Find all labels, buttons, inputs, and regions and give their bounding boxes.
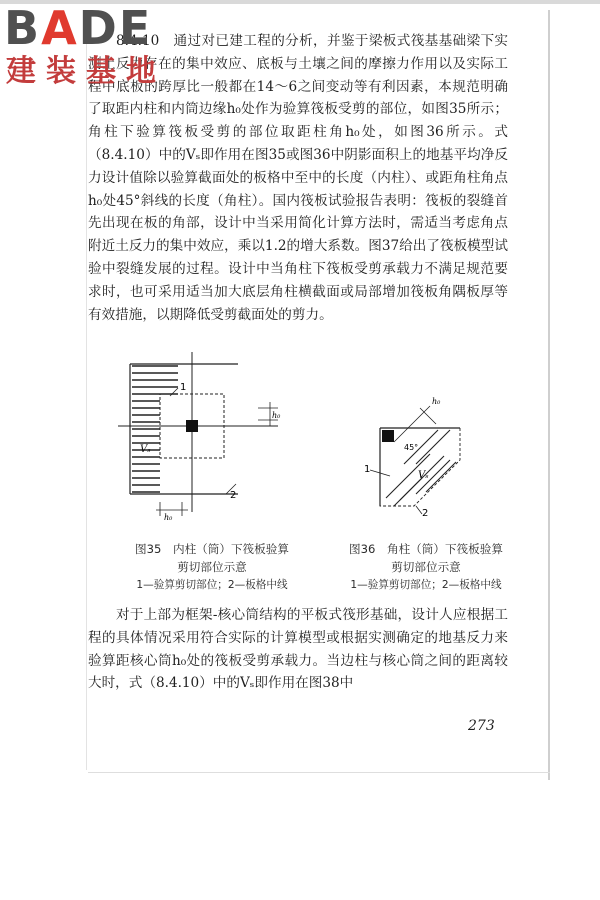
fig35-hatched-strip (132, 366, 160, 492)
fig35-column (186, 420, 198, 432)
page-right-edge (548, 10, 550, 780)
logo-sub-text: 建装基地 (6, 54, 166, 89)
fig36-label-2: 2 (422, 508, 429, 518)
fig35-label-h0-right: h₀ (272, 411, 281, 420)
page-left-edge (86, 10, 87, 770)
figure-35-diagram (118, 352, 288, 524)
fig35-label-1: 1 (180, 382, 187, 393)
page-bottom-edge (88, 772, 550, 773)
figure-35-legend: 1—验算剪切部位；2—板格中线 (136, 579, 288, 591)
figure-36-caption-line2: 剪切部位示意 (391, 560, 461, 574)
fig36-hatching (386, 430, 456, 506)
logo-main-text: BADE (4, 1, 153, 55)
figure-36-caption-line1: 图36 角柱（筒）下筏板验算 (349, 542, 503, 556)
paragraph-core-tube: 对于上部为框架-核心筒结构的平板式筏形基础，设计人应根据工程的具体情况采用符合实际的计算模型或根据实测确定的地基反力来验算距核心筒h₀处的筏板受剪承载力。当边柱与核心筒之间的距离较大时，式（8.4.10）中的Vₛ即作用在图38中 (88, 607, 508, 692)
fig36-label-vs: Vₛ (418, 470, 429, 481)
figure-35-caption (112, 540, 312, 594)
paragraph-8-4-10: 8.4.10 通过对已建工程的分析，并鉴于梁板式筏基基础梁下实测土反力存在的集中效应、底板与土壤之间的摩擦力作用以及实际工程中底板的跨厚比一般都在14～6之间变动等有利因素，本规范明确了取距内柱和内筒边缘h₀处作为验算筏板受剪的部位，如图35所示；角柱下验算筏板受剪的部位取距柱角h₀处，如图36所示。式（8.4.10）中的Vₛ即作用在图35或图36中阴影面积上的地基平均净反力设计值除以验算截面处的板格中至中的长度（内柱）、或距角柱角点h₀处45°斜线的长度（角柱）。国内筏板试验报告表明：筏板的裂缝首先出现在板的角部，设计中当采用简化计算方法时，需适当考虑角点附近土反力的集中效应，乘以1.2的增大系数。图37给出了筏板模型试验中裂缝发展的过程。设计中当角柱下筏板受剪承载力不满足规范要求时，也可采用适当加大底层角柱横截面或局部增加筏板角隅板厚等有效措施，以期降低受剪截面处的剪力。 (88, 33, 508, 323)
figure-36-caption (326, 540, 526, 594)
page-number: 273 (468, 718, 495, 734)
figure-36-legend: 1—验算剪切部位；2—板格中线 (350, 579, 502, 591)
bade-logo (4, 1, 174, 96)
fig36-label-1: 1 (364, 464, 371, 475)
fig36-column (382, 430, 394, 442)
fig35-label-vs: Vₛ (140, 444, 151, 455)
fig35-label-2: 2 (230, 490, 237, 501)
fig35-label-h0-bottom: h₀ (164, 513, 173, 522)
fig36-label-45: 45° (404, 443, 419, 452)
fig35-hatched-band (160, 366, 178, 394)
figure-36-diagram (360, 394, 500, 518)
figure-35-caption-line2: 剪切部位示意 (177, 560, 247, 574)
figure-35-caption-line1: 图35 内柱（筒）下筏板验算 (135, 542, 289, 556)
fig36-label-h0: h₀ (432, 397, 441, 406)
